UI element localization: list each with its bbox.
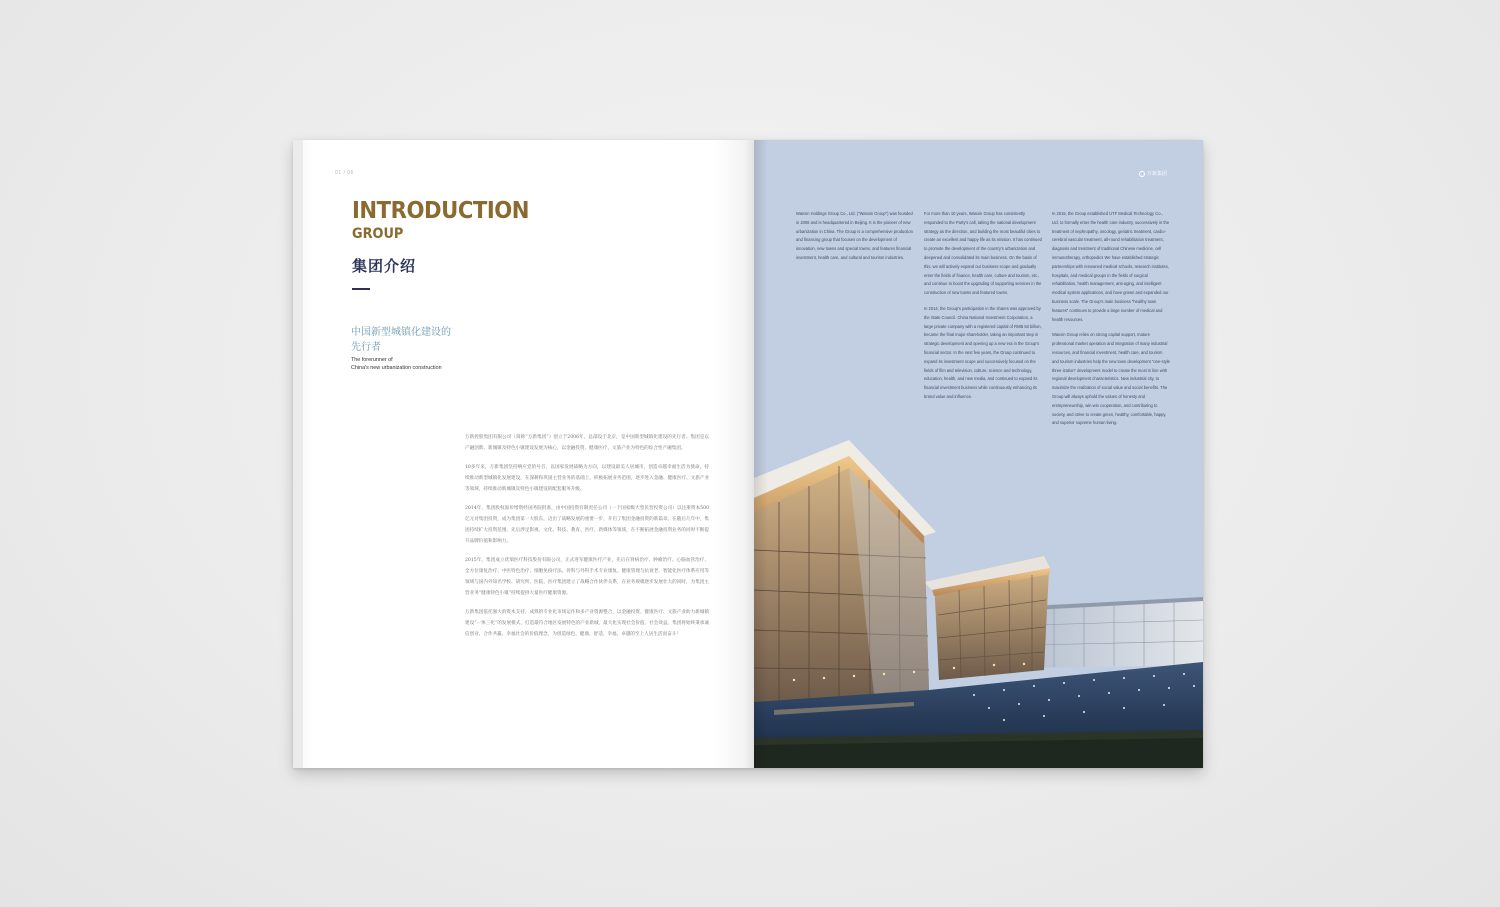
logo-text: 万新集团 [1147, 171, 1168, 177]
building-photo [754, 440, 1203, 768]
body-cn-paragraph-4: 2015年，集团成立优瑞医疗科技股份有限公司，正式进军健康医疗产业，先后在肾病治疗、肿瘤治疗、心脑血管治疗、全方位康复治疗、中医特色治疗、细胞免疫疗法、骨科与外科手术专业康复、健康管理与抗衰老、智能化医疗体系应用等领域与国内外知名学校、研究所、医院、医疗集团建立了战略合作伙伴关系，在业务规模逐步发展壮大的同时，为集团主营业务“健康特色小镇”持续提供大量医疗健康资源。 [465, 558, 709, 596]
body-cn-paragraph-3: 2014年，集团股权溢价增资经国务院批准，由中国投资有限责任公司（一个国家级大型民营投资公司）以注册资本500亿元对集团投资，成为集团第一大股东，迈出了战略发展的重要一步，开启了集团金融投资的新篇章。在随后几年中，集团持续扩大投资范围，先后涉足影视、文化、科技、教育、医疗、新媒体等领域，在不断拓展金融投资业务的同时不断提升品牌价值和影响力。 [465, 506, 709, 544]
title-introduction: INTRODUCTION [352, 198, 530, 224]
title-group: GROUP [352, 226, 404, 242]
title-chinese: 集团介绍 [352, 257, 417, 275]
english-column-3 [1052, 210, 1170, 435]
column-3-paragraph-1: In 2015, the Group established UTF Medical Technology Co., Ltd. to formally enter the health care industry, successively in the treatment of nephropathy, oncology, geriatric treatment, cardio-cerebral vascular treatment, all-round rehabilitation treatment, diagnosis and treatment of traditional Chinese medicine, cell immunotherapy, orthopedics We have established strategic partnerships with renowned medical schools, research institutes, hospitals, and medical groups in the fields of surgical rehabilitation, health management, anti-aging, and intelligent medical system applications, and have grown and expanded our business scale. The Group's main business "healthy town features" continues to provide a large number of medical and health resources. [1052, 211, 1170, 322]
logo-mark-icon [1139, 171, 1145, 177]
tagline-en-line-1: The forerunner of [351, 357, 393, 363]
tagline-en-line-2: China's new urbanization construction [351, 364, 442, 371]
title-divider [352, 288, 370, 290]
english-column-1 [796, 210, 914, 270]
column-2-paragraph-1: For more than 10 years, Wanxin Group has consistently responded to the Party's call, taking the national development strategy as the direction, and building the most beautiful cities to create an excellent and happy life as its mission. It has continued to promote the development of the country's urbanization and deepened and consolidated its main business. On the basis of this, we will actively expand our business scope and gradually enter the fields of finance, health care, culture and tourism, etc., and continue to boost the upgrading of supporting services in the construction of new towns and featured towns. [924, 211, 1042, 296]
spine-shadow [754, 140, 768, 768]
column-2-paragraph-2: In 2014, the Group's participation in the shares was approved by the State Council. China National Investment Corporation, a large private company with a registered capital of RMB 50 billion, became the final major shareholder, taking an important step in strategic development and opening up a new era in the Group's financial sector. In the next few years, the Group continued to expand its investment scope and successively focused on the fields of film and television, culture, science and technology, education, health, and new media, and continued to expand its financial investment business while continuously enhancing its brand value and influence. [924, 305, 1042, 399]
brand-logo [1139, 170, 1167, 177]
body-cn-paragraph-2: 10多年来，万新集团坚持响应党的号召，以国家发展战略为方向，以建设最美人居城市，创造卓越幸福生活为使命，持续推动新型城镇化发展建设，在深耕和巩固主营业务的基础上，积极拓展业务范围，逐步进入金融、健康医疗、文旅产业等领域，持续推动新城镇及特色小镇建设的配套服务升级。 [465, 465, 709, 492]
tagline-english [351, 357, 481, 372]
brochure-spread [293, 140, 1203, 768]
body-cn-paragraph-5: 万新集团依托强大的资本支持、成熟的专业化市场运作和多产业资源整合，以金融投资、健康医疗、文旅产业助力新城镇建设“一体三化”的发展模式，打造最符合地区发展特色的产业新城，最大化实现社会价值、社会效益。集团将始终秉承诚信创业、合作共赢、幸福社会的价值理念，为创造绿色、健康、舒适、幸福、卓越的至上人居生活而奋斗！ [465, 610, 709, 637]
right-page [754, 140, 1203, 768]
english-column-2 [924, 210, 1042, 409]
column-3-paragraph-2: Wanxin Group relies on strong capital support, mature professional market operation and integration of many industrial resources, and financial investment, health care, and tourism and tourism industries help the new town development "one-style three-ization" development model to create the most in line with regional development characteristics. New industrial city, to maximize the realization of social value and social benefits. The Group will always uphold the values of honesty and entrepreneurship, win-win cooperation, and contributing to society, and strive to create green, healthy, comfortable, happy, and superior supreme human living. [1052, 332, 1170, 426]
left-page [293, 140, 754, 768]
tagline-cn-line-2: 先行者 [351, 342, 381, 353]
column-1-paragraph-1: Wanxin Holdings Group Co., Ltd. ("Wanxin Group") was founded in 2006 and is headquartered in Beijing. It is the pioneer of new urbanization in China. The Group is a comprehensive production and financing group that focuses on the development of innovation, new towns and special towns, and features financial investment, health care, and cultural and tourism industries. [796, 211, 913, 260]
page-edge-stack [293, 140, 303, 768]
body-text-chinese [465, 432, 709, 648]
page-number: 01 / 06 [335, 170, 354, 176]
tagline-cn-line-1: 中国新型城镇化建设的 [351, 327, 451, 338]
body-cn-paragraph-1: 万新控股集团有限公司（简称“万新集团”）创立于2006年，总部设于北京，是中国新型城镇化建设的先行者。集团是以产融创新、新城镇及特色小镇建设发展为核心，以金融投资、健康医疗、文旅产业为特色的综合性产融集团。 [465, 435, 709, 451]
tagline-chinese [351, 325, 471, 355]
